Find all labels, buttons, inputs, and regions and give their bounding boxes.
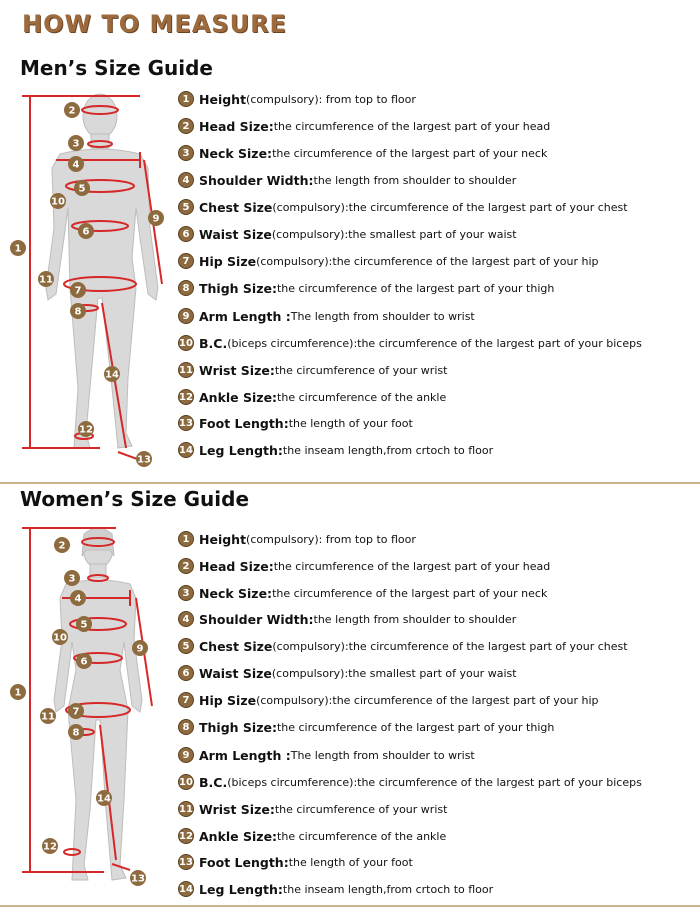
item-note: the circumference of the ankle	[277, 390, 447, 404]
item-note: (compulsory): from top to floor	[246, 532, 416, 546]
svg-text:9: 9	[152, 213, 160, 225]
list-item	[178, 663, 517, 683]
marker-11	[40, 708, 56, 724]
number-badge: 8	[178, 280, 194, 296]
marker-14	[104, 366, 120, 382]
number-badge: 13	[178, 854, 194, 870]
item-note: the circumference of the largest part of your thigh	[276, 281, 555, 295]
bottom-divider	[0, 905, 700, 907]
item-term: Head Size:	[199, 558, 274, 574]
item-term: Height	[199, 91, 247, 107]
svg-text:1: 1	[14, 243, 22, 255]
item-note: (compulsory):the circumference of the largest part of your hip	[256, 254, 599, 268]
item-note: (compulsory):the smallest part of your waist	[271, 666, 517, 680]
list-item	[178, 609, 516, 629]
number-badge: 4	[178, 611, 194, 627]
section-divider	[0, 482, 700, 484]
item-note: The length from shoulder to wrist	[290, 748, 475, 762]
list-item	[178, 197, 628, 217]
item-note: the circumference of your wrist	[274, 363, 448, 377]
svg-text:5: 5	[78, 183, 86, 195]
number-badge: 11	[178, 801, 194, 817]
item-note: (compulsory):the smallest part of your waist	[271, 227, 517, 241]
list-item	[178, 879, 493, 899]
list-item	[178, 529, 416, 549]
svg-text:12: 12	[43, 841, 57, 853]
item-note: (compulsory):the circumference of the largest part of your hip	[256, 693, 599, 707]
item-note: the circumference of your wrist	[274, 802, 448, 816]
number-badge: 9	[178, 308, 194, 324]
item-term: Ankle Size:	[199, 389, 278, 405]
list-item	[178, 170, 516, 190]
marker-3	[68, 135, 84, 151]
list-item	[178, 583, 547, 603]
number-badge: 14	[178, 442, 194, 458]
item-term: Arm Length :	[199, 747, 291, 763]
marker-2	[64, 102, 80, 118]
number-badge: 6	[178, 665, 194, 681]
item-term: Waist Size	[199, 226, 272, 242]
number-badge: 7	[178, 692, 194, 708]
list-item	[178, 333, 642, 353]
svg-text:3: 3	[68, 573, 76, 585]
number-badge: 3	[178, 145, 194, 161]
number-badge: 8	[178, 719, 194, 735]
marker-8	[70, 303, 86, 319]
number-badge: 9	[178, 747, 194, 763]
page-title: HOW TO MEASURE	[22, 10, 287, 38]
list-item	[178, 224, 517, 244]
item-note: the length of your foot	[288, 855, 413, 869]
svg-text:6: 6	[82, 226, 90, 238]
svg-text:8: 8	[74, 306, 82, 318]
item-term: Foot Length:	[199, 415, 289, 431]
mens-mannequin-figure	[0, 88, 180, 468]
item-term: B.C.	[199, 335, 228, 351]
list-item	[178, 690, 598, 710]
item-note: the inseam length,from crtoch to floor	[282, 882, 494, 896]
item-note: the circumference of the ankle	[277, 829, 447, 843]
item-term: Shoulder Width:	[199, 611, 314, 627]
number-badge: 3	[178, 585, 194, 601]
item-term: Leg Length:	[199, 442, 283, 458]
marker-2	[54, 537, 70, 553]
svg-text:1: 1	[14, 687, 22, 699]
svg-text:6: 6	[80, 656, 88, 668]
svg-text:5: 5	[80, 619, 88, 631]
item-term: Height	[199, 531, 247, 547]
list-item	[178, 772, 642, 792]
number-badge: 1	[178, 91, 194, 107]
item-note: the circumference of the largest part of your thigh	[276, 720, 555, 734]
list-item	[178, 306, 475, 326]
marker-8	[68, 724, 84, 740]
marker-6	[78, 223, 94, 239]
svg-text:2: 2	[58, 540, 66, 552]
marker-5	[74, 180, 90, 196]
marker-4	[68, 156, 84, 172]
item-note: the inseam length,from crtoch to floor	[282, 443, 494, 457]
list-item	[178, 143, 547, 163]
item-term: B.C.	[199, 774, 228, 790]
marker-1	[10, 240, 26, 256]
svg-text:13: 13	[131, 873, 145, 885]
item-term: Thigh Size:	[199, 280, 277, 296]
item-term: Hip Size	[199, 692, 257, 708]
item-term: Hip Size	[199, 253, 257, 269]
svg-text:7: 7	[72, 706, 80, 718]
svg-text:10: 10	[53, 632, 67, 644]
list-item	[178, 826, 446, 846]
marker-13	[136, 451, 152, 467]
svg-text:12: 12	[79, 424, 93, 436]
svg-text:4: 4	[72, 159, 80, 171]
number-badge: 1	[178, 531, 194, 547]
svg-text:2: 2	[68, 105, 76, 117]
marker-4	[70, 590, 86, 606]
list-item	[178, 387, 446, 407]
number-badge: 10	[178, 335, 194, 351]
item-term: Arm Length :	[199, 308, 291, 324]
svg-text:4: 4	[74, 593, 82, 605]
item-note: (biceps circumference):the circumference of the largest part of your biceps	[227, 775, 642, 789]
list-item	[178, 278, 554, 298]
list-item	[178, 745, 475, 765]
svg-text:14: 14	[97, 793, 111, 805]
item-term: Leg Length:	[199, 881, 283, 897]
marker-3	[64, 570, 80, 586]
marker-12	[78, 421, 94, 437]
item-term: Ankle Size:	[199, 828, 278, 844]
mens-guide-title: Men’s Size Guide	[20, 56, 213, 80]
marker-9	[148, 210, 164, 226]
list-item	[178, 636, 628, 656]
list-item	[178, 556, 550, 576]
svg-text:14: 14	[105, 369, 119, 381]
item-term: Foot Length:	[199, 854, 289, 870]
marker-10	[50, 193, 66, 209]
marker-7	[70, 282, 86, 298]
svg-text:3: 3	[72, 138, 80, 150]
marker-9	[132, 640, 148, 656]
marker-11	[38, 271, 54, 287]
list-item	[178, 251, 598, 271]
marker-5	[76, 616, 92, 632]
item-note: the circumference of the largest part of your neck	[272, 146, 548, 160]
womens-guide-title: Women’s Size Guide	[20, 487, 250, 511]
item-note: (compulsory):the circumference of the largest part of your chest	[272, 639, 628, 653]
marker-14	[96, 790, 112, 806]
item-term: Thigh Size:	[199, 719, 277, 735]
svg-text:8: 8	[72, 727, 80, 739]
marker-13	[130, 870, 146, 886]
list-item	[178, 360, 447, 380]
item-note: (compulsory):the circumference of the largest part of your chest	[272, 200, 628, 214]
number-badge: 7	[178, 253, 194, 269]
number-badge: 10	[178, 774, 194, 790]
number-badge: 2	[178, 118, 194, 134]
item-note: the length from shoulder to shoulder	[313, 173, 517, 187]
list-item	[178, 799, 447, 819]
number-badge: 12	[178, 389, 194, 405]
list-item	[178, 717, 554, 737]
svg-text:9: 9	[136, 643, 144, 655]
item-term: Wrist Size:	[199, 362, 275, 378]
marker-1	[10, 684, 26, 700]
marker-7	[68, 703, 84, 719]
number-badge: 4	[178, 172, 194, 188]
womens-mannequin-figure	[0, 520, 180, 900]
number-badge: 5	[178, 638, 194, 654]
item-note: the length from shoulder to shoulder	[313, 612, 517, 626]
number-badge: 6	[178, 226, 194, 242]
marker-12	[42, 838, 58, 854]
svg-text:10: 10	[51, 196, 65, 208]
svg-text:11: 11	[39, 274, 53, 286]
item-term: Neck Size:	[199, 145, 273, 161]
item-note: the length of your foot	[288, 416, 413, 430]
item-note: (compulsory): from top to floor	[246, 92, 416, 106]
item-term: Shoulder Width:	[199, 172, 314, 188]
svg-text:11: 11	[41, 711, 55, 723]
item-note: the circumference of the largest part of your head	[273, 119, 551, 133]
number-badge: 2	[178, 558, 194, 574]
item-term: Wrist Size:	[199, 801, 275, 817]
number-badge: 13	[178, 415, 194, 431]
item-term: Neck Size:	[199, 585, 273, 601]
number-badge: 12	[178, 828, 194, 844]
list-item	[178, 413, 413, 433]
list-item	[178, 852, 413, 872]
list-item	[178, 89, 416, 109]
marker-10	[52, 629, 68, 645]
number-badge: 11	[178, 362, 194, 378]
item-term: Head Size:	[199, 118, 274, 134]
item-note: the circumference of the largest part of your neck	[272, 586, 548, 600]
marker-6	[76, 653, 92, 669]
item-term: Waist Size	[199, 665, 272, 681]
list-item	[178, 116, 550, 136]
item-term: Chest Size	[199, 199, 273, 215]
svg-text:7: 7	[74, 285, 82, 297]
item-term: Chest Size	[199, 638, 273, 654]
svg-text:13: 13	[137, 454, 151, 466]
item-note: the circumference of the largest part of your head	[273, 559, 551, 573]
item-note: The length from shoulder to wrist	[290, 309, 475, 323]
item-note: (biceps circumference):the circumference of the largest part of your biceps	[227, 336, 642, 350]
list-item	[178, 440, 493, 460]
number-badge: 5	[178, 199, 194, 215]
number-badge: 14	[178, 881, 194, 897]
